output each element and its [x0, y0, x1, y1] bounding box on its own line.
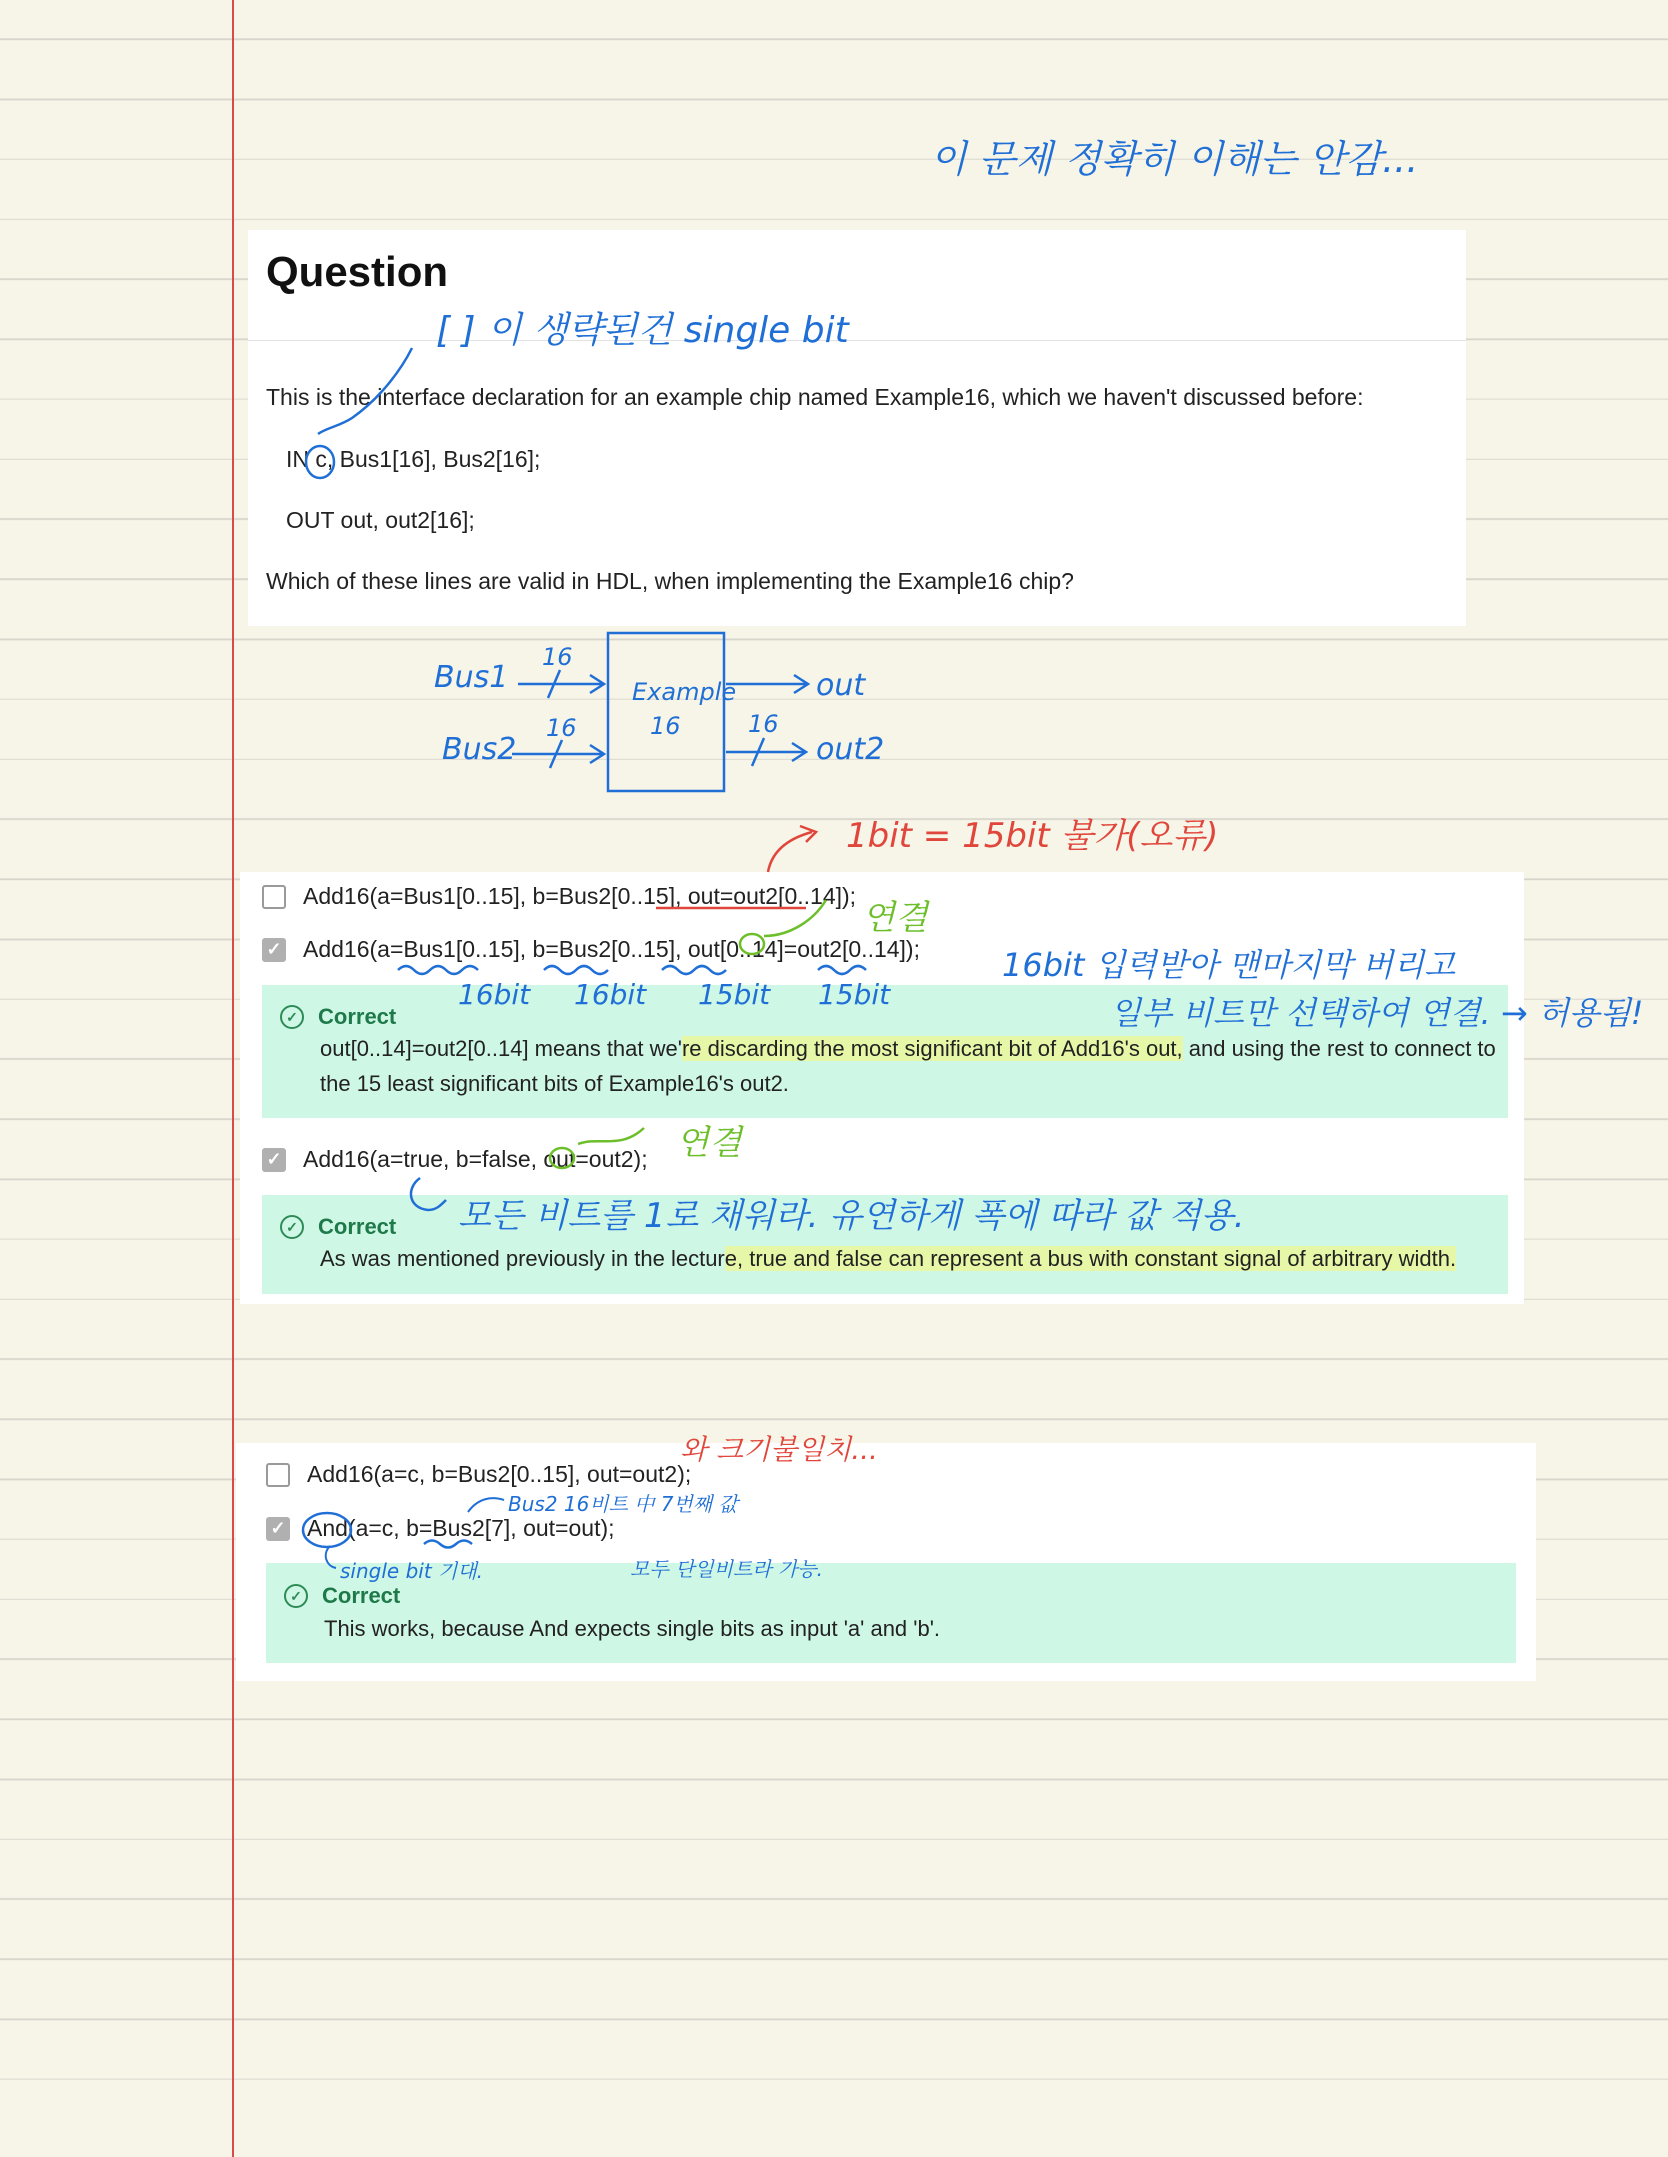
note-top: 이 문제 정확히 이해는 안감... [930, 137, 1419, 181]
feedback-1-label: Correct [318, 1004, 397, 1029]
code-out-line: OUT out, out2[16]; [286, 507, 475, 533]
blue-hook-2 [326, 1546, 336, 1568]
circle-c [306, 446, 334, 478]
diagram-arrow-bus1 [518, 675, 604, 693]
note-16bit-b: 16bit [574, 978, 647, 1011]
option-4-text: Add16(a=c, b=Bus2[0..15], out=out2); [307, 1461, 692, 1487]
feedback-2-label: Correct [318, 1214, 397, 1239]
diagram-chip-box [608, 633, 724, 791]
note-bus2-7: Bus2 16비트 中 7번째 값 [508, 1492, 738, 1516]
diagram-arrow-out [726, 675, 808, 693]
green-circle-2 [550, 1148, 574, 1168]
check-circle-icon: ✓ [280, 1005, 304, 1029]
note-brackets: [ ] 이 생략된건 single bit [436, 310, 849, 351]
note-side-1: 16bit 입력받아 맨마지막 버리고 [1002, 946, 1456, 984]
note-single: single bit 기대. [340, 1559, 484, 1583]
feedback-1-text-c: the 15 least significant bits of Example16's out2. [320, 1071, 789, 1096]
diagram-chip-label-2: 16 [650, 712, 681, 740]
green-stroke-2 [578, 1128, 644, 1144]
check-circle-icon: ✓ [280, 1215, 304, 1239]
check-icon: ✓ [266, 939, 282, 959]
green-stroke-1 [764, 900, 826, 936]
green-circle-1 [740, 934, 764, 954]
blue-hook-1 [411, 1178, 446, 1210]
red-arrow [768, 826, 816, 872]
diagram-width-3: 16 [748, 710, 779, 738]
diagram-out-label: out [816, 668, 866, 703]
option-2-text: Add16(a=Bus1[0..15], b=Bus2[0..15], out[0..14]=out2[0..14]); [303, 936, 920, 962]
feedback-1-highlight: re discarding the most significant bit of Add16's out, [681, 1036, 1183, 1061]
squiggle-bus2-7 [424, 1541, 472, 1548]
note-16bit-a: 16bit [458, 978, 531, 1011]
note-side-2: 일부 비트만 선택하여 연결. → 허용됨! [1110, 994, 1644, 1032]
squiggle-bus1 [398, 966, 478, 974]
question-title: Question [266, 248, 449, 295]
question-intro: This is the interface declaration for an example chip named Example16, which we haven't discussed before: [266, 384, 1364, 410]
pointer-stroke [318, 348, 412, 434]
question-prompt: Which of these lines are valid in HDL, when implementing the Example16 chip? [266, 568, 1074, 594]
option-1-text: Add16(a=Bus1[0..15], b=Bus2[0..15], out=out2[0..14]); [303, 883, 857, 909]
check-icon: ✓ [266, 1149, 282, 1169]
feedback-2-text-a: As was mentioned previously in the lectur [320, 1246, 725, 1271]
blue-arrow-bus2 [468, 1498, 504, 1512]
note-15bit-b: 15bit [818, 978, 891, 1011]
note-connect-2: 연결 [676, 1123, 742, 1163]
feedback-3-label: Correct [322, 1583, 401, 1608]
diagram-bus1-label: Bus1 [434, 660, 509, 695]
check-icon: ✓ [270, 1518, 286, 1538]
option-5-text: And(a=c, b=Bus2[7], out=out); [307, 1515, 615, 1541]
squiggle-bus2 [544, 966, 608, 974]
diagram-chip-label-1: Example [632, 678, 737, 706]
check-circle-icon: ✓ [284, 1584, 308, 1608]
note-fill: 모든 비트를 1로 채워라. 유연하게 폭에 따라 값 적용. [458, 1196, 1245, 1236]
squiggle-out2 [818, 966, 866, 974]
diagram-bus2-label: Bus2 [442, 732, 517, 767]
circle-and [303, 1513, 351, 1547]
note-all-single: 모두 단일비트라 가능. [630, 1557, 823, 1581]
code-in-line: IN c, Bus1[16], Bus2[16]; [286, 446, 541, 472]
diagram-width-1: 16 [542, 643, 573, 671]
feedback-1-text-b: and using the rest to connect to [1182, 1036, 1496, 1061]
note-connect-1: 연결 [862, 898, 928, 938]
note-15bit-a: 15bit [698, 978, 771, 1011]
note-red-1: 1bit = 15bit 불가(오류) [846, 816, 1219, 856]
feedback-3-text-a: This works, because And expects single bits as input 'a' and 'b'. [324, 1616, 941, 1641]
diagram-arrow-out2 [726, 743, 806, 761]
diagram-width-2: 16 [546, 714, 577, 742]
note-red-2: 와 크기불일치... [680, 1433, 878, 1466]
squiggle-out [662, 966, 726, 974]
option-3-text: Add16(a=true, b=false, out=out2); [303, 1146, 648, 1172]
feedback-2-highlight: e, true and false can represent a bus with constant signal of arbitrary width. [724, 1246, 1457, 1271]
diagram-out2-label: out2 [816, 732, 885, 767]
feedback-1-text-a: out[0..14]=out2[0..14] means that we' [320, 1036, 682, 1061]
